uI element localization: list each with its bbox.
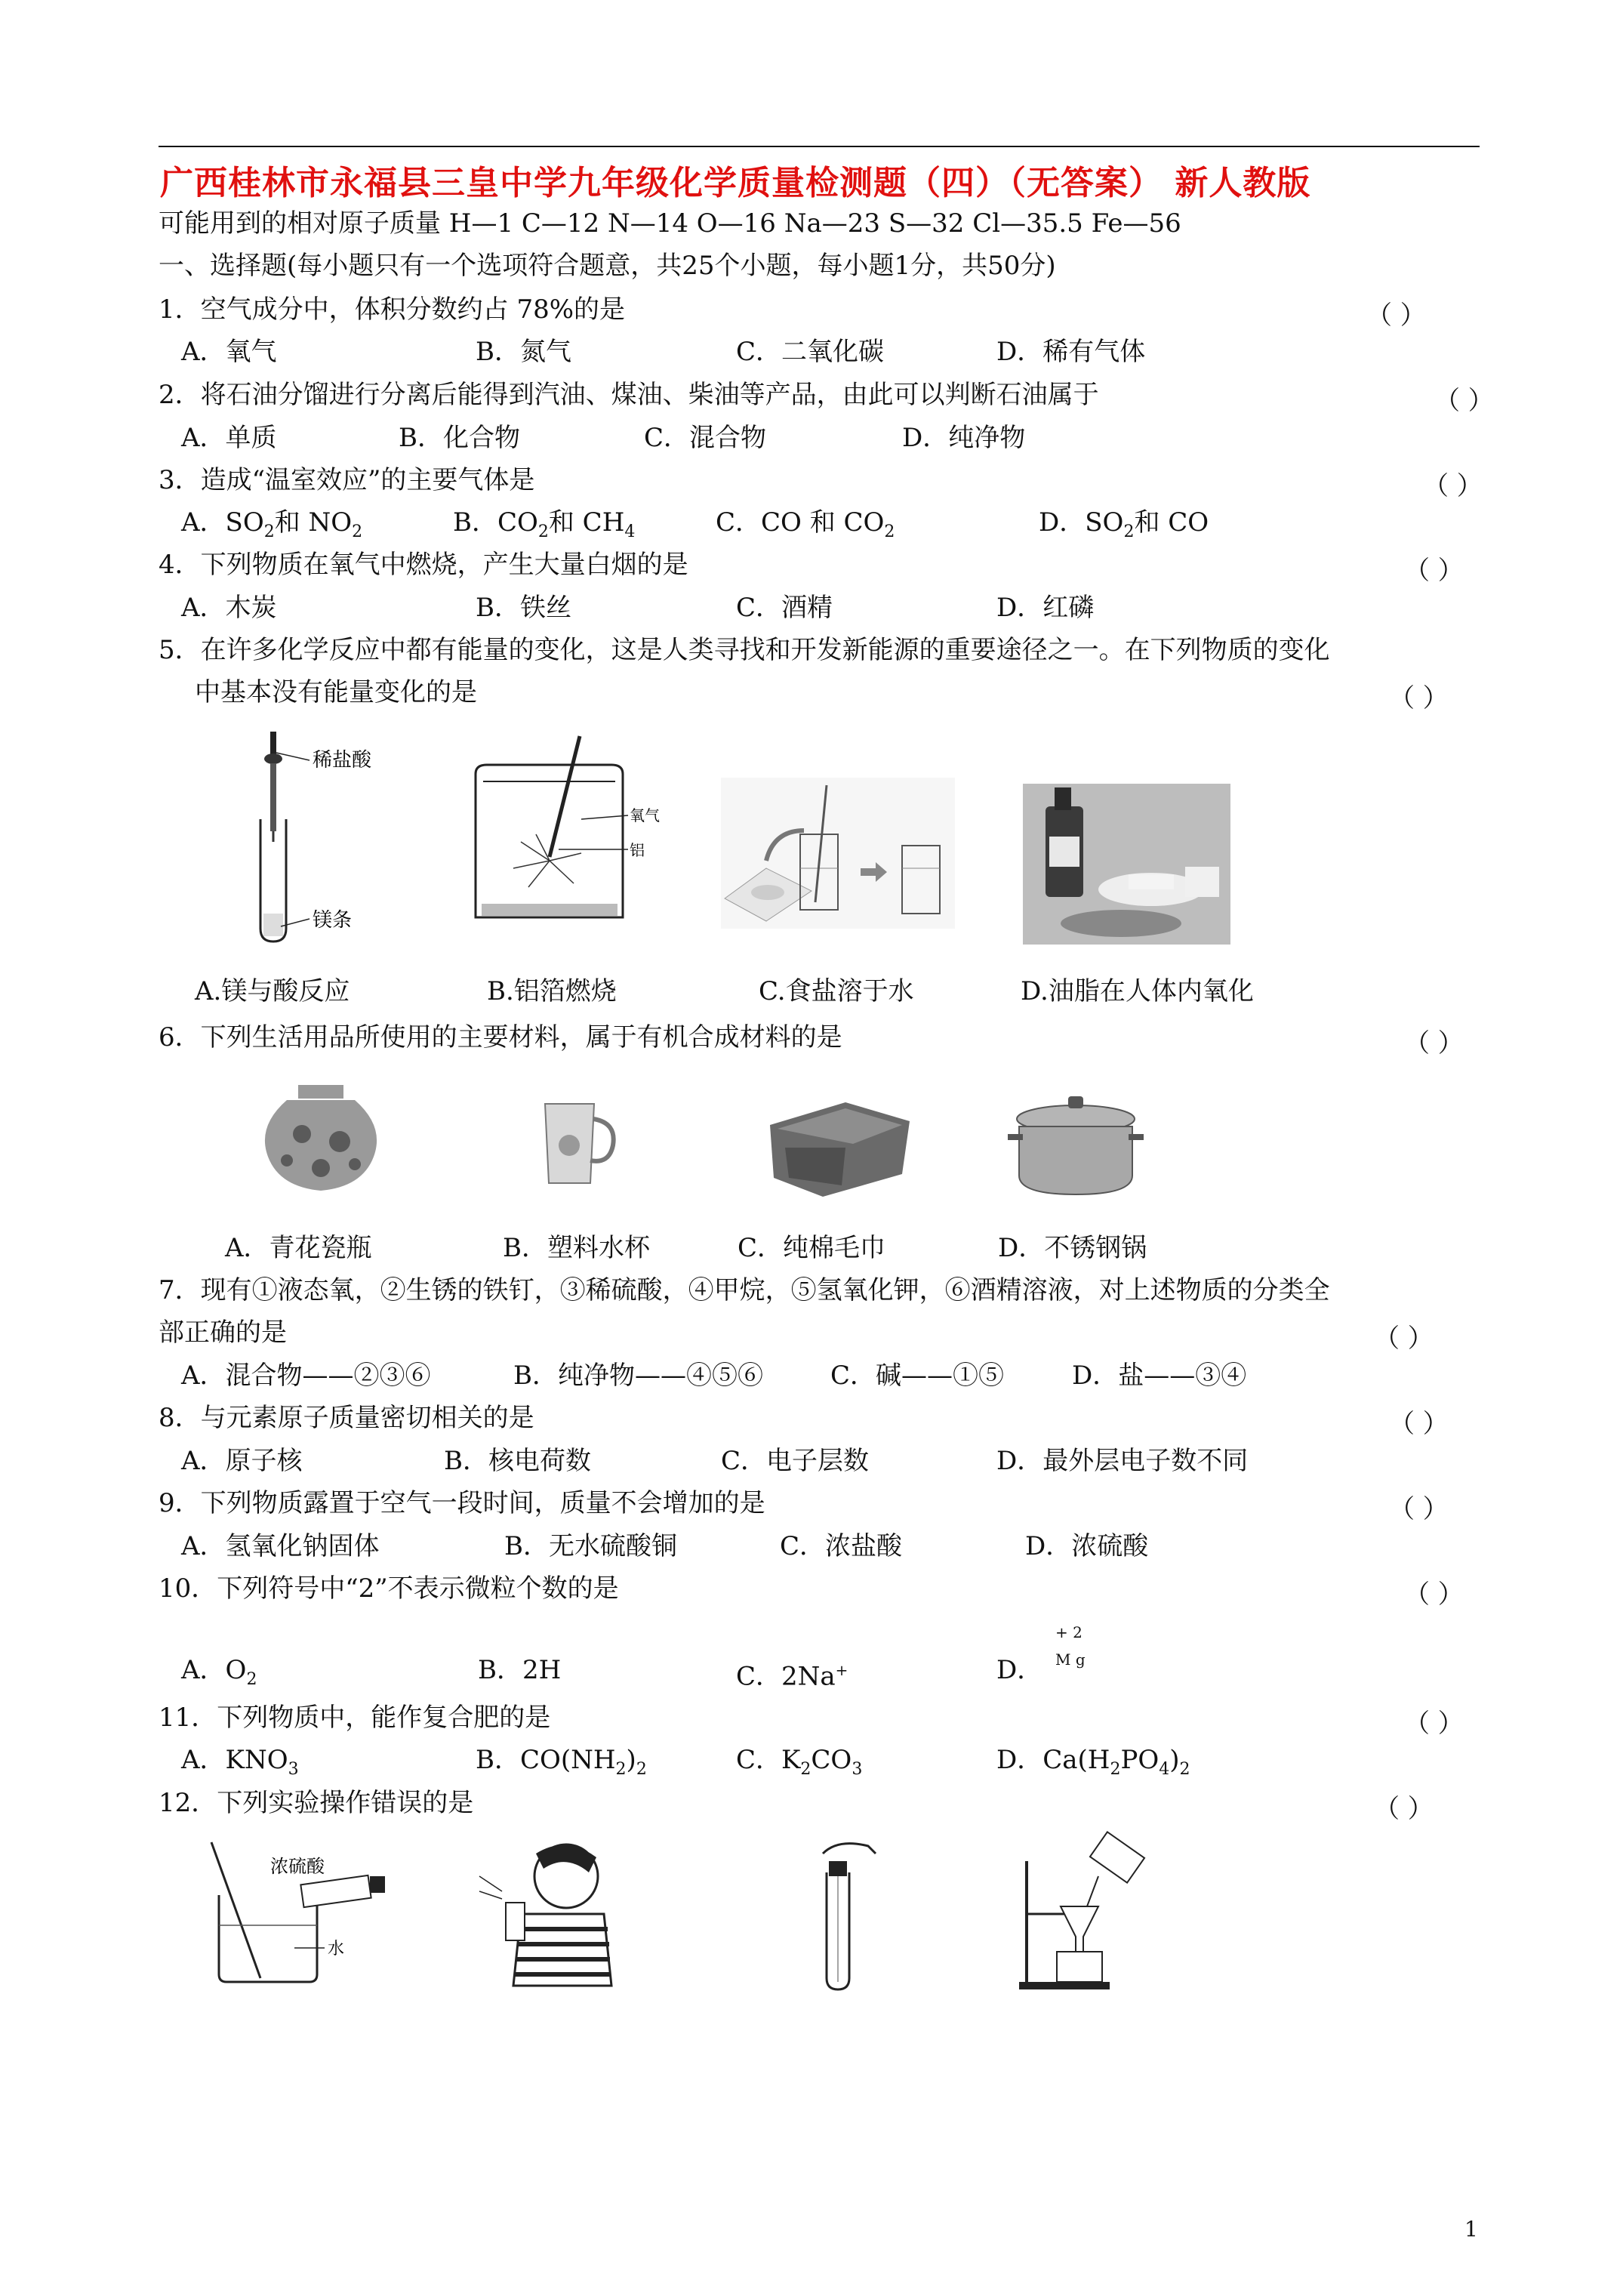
q1-option-b[interactable]: B．氮气 <box>476 337 571 367</box>
page-number: 1 <box>1464 2217 1478 2242</box>
q1-option-d[interactable]: D．稀有气体 <box>996 337 1146 367</box>
q2-stem: 2．将石油分馏进行分离后能得到汽油、煤油、柴油等产品，由此可以判断石油属于 <box>159 380 1099 410</box>
q3-stem: 3．造成“温室效应”的主要气体是 <box>159 465 535 495</box>
q12-figure-filtration <box>1012 1831 1163 1993</box>
section-heading: 一、选择题(每小题只有一个选项符合题意，共25个小题，每小题1分，共50分) <box>159 251 1056 281</box>
q9-option-b[interactable]: B．无水硫酸铜 <box>504 1531 677 1561</box>
q7-option-c[interactable]: C．碱——①⑤ <box>830 1361 1005 1391</box>
q6-figure-steel-pot <box>1008 1093 1144 1198</box>
q6-option-d[interactable]: D．不锈钢锅 <box>998 1233 1147 1263</box>
q12-label-water: 水 <box>328 1940 345 1959</box>
q5-answer-blank[interactable]: （ ） <box>1389 683 1449 713</box>
q5-stem-line2: 中基本没有能量变化的是 <box>195 677 477 707</box>
q12-figure-test-tube-stopper <box>785 1831 891 1993</box>
q5-figure-salt-dissolving <box>721 778 955 929</box>
q8-option-a[interactable]: A．原子核 <box>181 1446 303 1476</box>
q2-option-d[interactable]: D．纯净物 <box>902 423 1026 453</box>
q6-stem: 6．下列生活用品所使用的主要材料，属于有机合成材料的是 <box>159 1022 842 1052</box>
q3-answer-blank[interactable]: （ ） <box>1423 471 1483 501</box>
q2-answer-blank[interactable]: （ ） <box>1434 386 1494 416</box>
q9-stem: 9．下列物质露置于空气一段时间，质量不会增加的是 <box>159 1488 765 1518</box>
q3-option-c[interactable]: C．CO 和 $CO_2$ <box>716 507 895 541</box>
q12-stem: 12．下列实验操作错误的是 <box>159 1788 474 1818</box>
q10-option-b[interactable]: B．2H <box>478 1655 562 1685</box>
q11-option-b[interactable]: B．$CO(NH_2)_2$ <box>476 1745 647 1779</box>
q7-answer-blank[interactable]: （ ） <box>1374 1324 1434 1354</box>
q9-answer-blank[interactable]: （ ） <box>1389 1494 1449 1524</box>
atomic-masses: 可能用到的相对原子质量 H—1 C—12 N—14 O—16 Na—23 S—32 Cl—35.5 Fe—56 <box>159 208 1181 239</box>
q9-option-d[interactable]: D．浓硫酸 <box>1025 1531 1149 1561</box>
q12-answer-blank[interactable]: （ ） <box>1374 1794 1434 1824</box>
q5-stem-line1: 5．在许多化学反应中都有能量的变化，这是人类寻找和开发新能源的重要途径之一。在下列物质的变化 <box>159 635 1330 665</box>
q10-option-a[interactable]: A．$O_2$ <box>181 1655 257 1689</box>
q5-label-magnesium: 镁条 <box>313 909 353 932</box>
q6-option-c[interactable]: C．纯棉毛巾 <box>738 1233 886 1263</box>
q1-option-a[interactable]: A．氧气 <box>181 337 277 367</box>
q5-label-oxygen: 氧气 <box>630 806 660 824</box>
q3-option-b[interactable]: B．$CO_2$和 $CH_4$ <box>453 507 636 541</box>
q12-label-sulfuric-acid: 浓硫酸 <box>270 1856 325 1877</box>
q10-option-c[interactable]: C．2Na+ <box>736 1661 848 1692</box>
q3-option-d[interactable]: D．$SO_2$和 CO <box>1039 507 1209 541</box>
q3-option-a[interactable]: A．$SO_2$和 $NO_2$ <box>181 507 363 541</box>
q7-option-a[interactable]: A．混合物——②③⑥ <box>181 1361 431 1391</box>
q6-option-a[interactable]: A．青花瓷瓶 <box>225 1233 372 1263</box>
q4-option-d[interactable]: D．红磷 <box>996 593 1095 623</box>
q1-stem: 1．空气成分中，体积分数约占 78%的是 <box>159 294 626 325</box>
q5-label-aluminum: 铝 <box>630 841 645 859</box>
q5-figure-gas-jar <box>460 729 664 932</box>
q4-option-c[interactable]: C．酒精 <box>736 593 833 623</box>
q5-option-c[interactable]: C.食盐溶于水 <box>759 976 914 1006</box>
q6-answer-blank[interactable]: （ ） <box>1404 1028 1464 1059</box>
q4-answer-blank[interactable]: （ ） <box>1404 556 1464 586</box>
q12-figure-dilution <box>204 1835 408 1986</box>
q1-option-c[interactable]: C．二氧化碳 <box>736 337 885 367</box>
q2-option-b[interactable]: B．化合物 <box>399 423 520 453</box>
q5-figure-food-photo <box>1023 784 1230 945</box>
q7-option-b[interactable]: B．纯净物——④⑤⑥ <box>513 1361 763 1391</box>
q11-answer-blank[interactable]: （ ） <box>1404 1709 1464 1739</box>
page-title: 广西桂林市永福县三皇中学九年级化学质量检测题（四）（无答案） 新人教版 <box>160 164 1311 202</box>
q10-option-d-symbol: M g <box>1055 1650 1086 1669</box>
q7-stem-line1: 7．现有①液态氧，②生锈的铁钉，③稀硫酸，④甲烷，⑤氢氧化钾，⑥酒精溶液，对上述物质的分类全 <box>159 1275 1330 1305</box>
q8-option-b[interactable]: B．核电荷数 <box>444 1446 591 1476</box>
q6-figure-plastic-cup <box>537 1096 621 1187</box>
q2-option-c[interactable]: C．混合物 <box>644 423 767 453</box>
q8-option-d[interactable]: D．最外层电子数不同 <box>996 1446 1249 1476</box>
q6-option-b[interactable]: B．塑料水杯 <box>503 1233 650 1263</box>
q5-option-d[interactable]: D.油脂在人体内氧化 <box>1021 976 1254 1006</box>
q9-option-c[interactable]: C．浓盐酸 <box>780 1531 903 1561</box>
q5-option-a[interactable]: A.镁与酸反应 <box>195 976 350 1006</box>
q5-label-acid: 稀盐酸 <box>313 749 372 772</box>
q4-stem: 4．下列物质在氧气中燃烧，产生大量白烟的是 <box>159 550 688 580</box>
q10-option-d-charge: + 2 <box>1055 1623 1083 1641</box>
q8-stem: 8．与元素原子质量密切相关的是 <box>159 1403 534 1433</box>
q7-option-d[interactable]: D．盐——③④ <box>1072 1361 1247 1391</box>
q11-option-d[interactable]: D．$Ca(H_2PO_4)_2$ <box>996 1745 1190 1779</box>
q11-stem: 11．下列物质中，能作复合肥的是 <box>159 1703 551 1733</box>
q11-option-c[interactable]: C．$K_2CO_3$ <box>736 1745 863 1779</box>
q10-option-d[interactable]: D． <box>996 1655 1043 1685</box>
q2-option-a[interactable]: A．单质 <box>181 423 277 453</box>
q6-figure-porcelain-vase <box>257 1081 385 1194</box>
q5-option-b[interactable]: B.铝箔燃烧 <box>487 976 617 1006</box>
q11-option-a[interactable]: A．$KNO_3$ <box>181 1745 299 1779</box>
q5-figure-test-tube <box>226 729 415 948</box>
q1-answer-blank[interactable]: （ ） <box>1366 300 1426 331</box>
q4-option-b[interactable]: B．铁丝 <box>476 593 571 623</box>
q9-option-a[interactable]: A．氢氧化钠固体 <box>181 1531 380 1561</box>
q10-answer-blank[interactable]: （ ） <box>1404 1579 1464 1610</box>
q8-option-c[interactable]: C．电子层数 <box>721 1446 870 1476</box>
q12-figure-smelling-gas <box>476 1831 619 1989</box>
top-rule <box>159 146 1480 147</box>
q10-stem: 10．下列符号中“2”不表示微粒个数的是 <box>159 1573 619 1604</box>
q7-stem-line2: 部正确的是 <box>159 1318 287 1348</box>
q8-answer-blank[interactable]: （ ） <box>1389 1409 1449 1439</box>
q6-figure-cotton-towel <box>762 1102 913 1197</box>
q4-option-a[interactable]: A．木炭 <box>181 593 277 623</box>
